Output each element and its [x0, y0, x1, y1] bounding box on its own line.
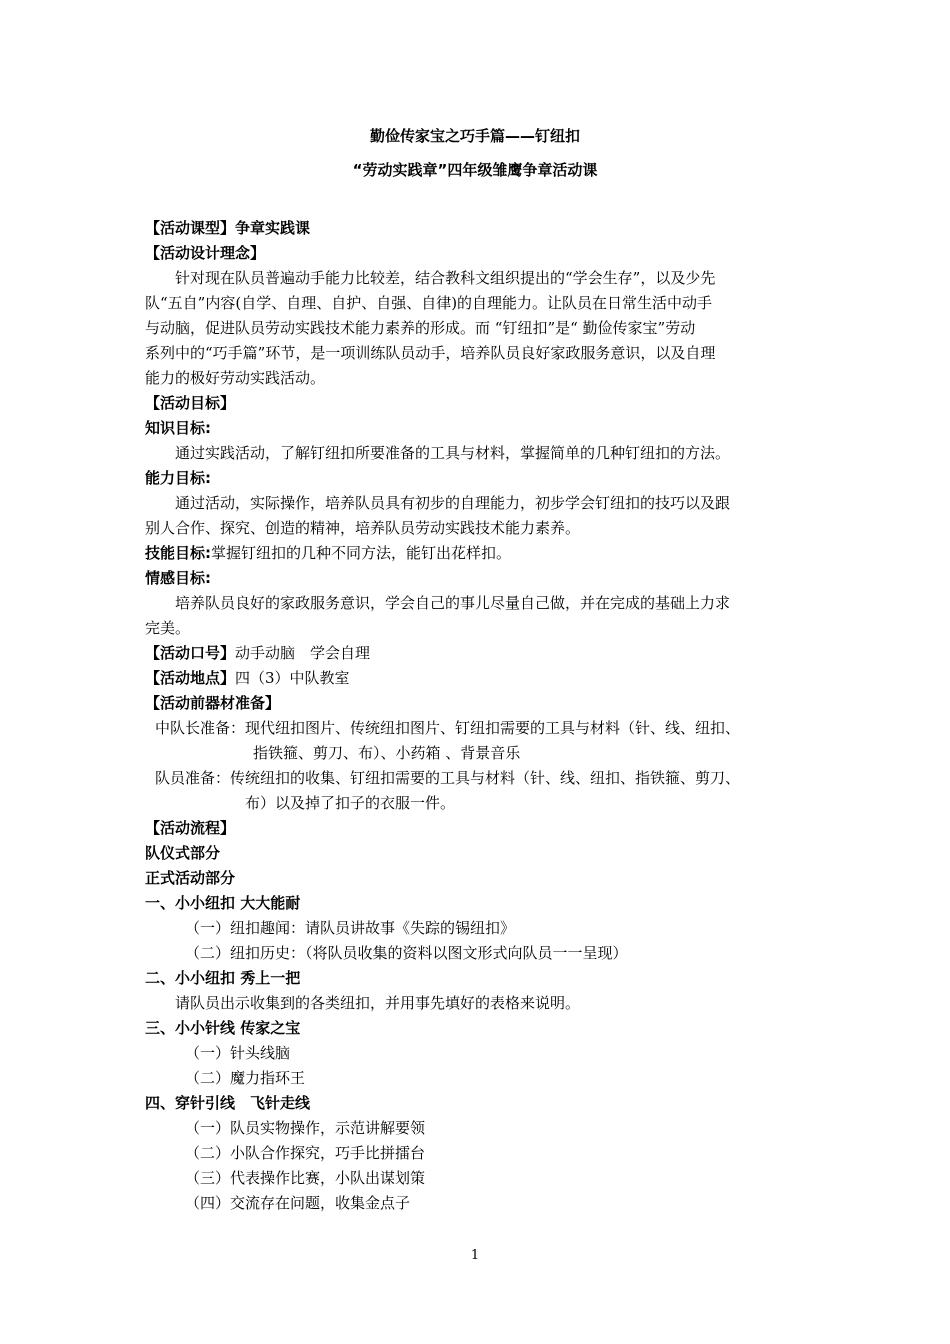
skill-label: 技能目标: — [145, 544, 211, 562]
activity-type-label: 【活动课型】 — [145, 219, 236, 237]
section-4-item: （二）小队合作探究，巧手比拼擂台 — [185, 1144, 426, 1162]
place-label: 【活动地点】 — [145, 669, 236, 687]
activity-type-value: 争章实践课 — [235, 219, 311, 237]
ability-heading: 能力目标: — [145, 469, 211, 487]
activity-type-line — [145, 218, 825, 238]
skill-text: 掌握钉纽扣的几种不同方法，能钉出花样扣。 — [211, 544, 512, 562]
ability-line: 通过活动，实际操作，培养队员具有初步的自理能力，初步学会钉纽扣的技巧以及跟 — [175, 494, 731, 512]
section-3-item: （二）魔力指环王 — [185, 1069, 306, 1087]
flow-heading: 【活动流程】 — [145, 819, 236, 837]
section-1-item: （一）纽扣趣闻：请队员讲故事《失踪的锡纽扣》 — [185, 919, 516, 937]
place-line — [145, 668, 825, 688]
section-1-title: 一、小小纽扣 大大能耐 — [145, 894, 301, 912]
skill-line — [145, 543, 825, 563]
section-4-title: 四、穿针引线 飞针走线 — [145, 1094, 311, 1112]
slogan-value: 动手动脑 学会自理 — [235, 644, 371, 662]
concept-heading: 【活动设计理念】 — [145, 244, 266, 262]
leader-prep-line: 中队长准备：现代纽扣图片、传统纽扣图片、钉纽扣需要的工具与材料（针、线、纽扣、 — [155, 719, 741, 737]
concept-line: 能力的极好劳动实践活动。 — [145, 369, 326, 387]
knowledge-text: 通过实践活动，了解钉纽扣所要准备的工具与材料，掌握简单的几种钉纽扣的方法。 — [175, 444, 731, 462]
concept-line: 针对现在队员普遍动手能力比较差，结合教科文组织提出的“学会生存”，以及少先 — [175, 269, 716, 287]
section-3-title: 三、小小针线 传家之宝 — [145, 1019, 301, 1037]
document-title: 勤俭传家宝之巧手篇——钉纽扣 — [369, 127, 580, 145]
leader-prep-line: 指铁箍、剪刀、布）、小药箱 、背景音乐 — [253, 744, 521, 762]
knowledge-heading: 知识目标: — [145, 419, 211, 437]
formal-heading: 正式活动部分 — [145, 869, 236, 887]
ability-line: 别人合作、探究、创造的精神，培养队员劳动实践技术能力素养。 — [145, 519, 581, 537]
slogan-line — [145, 643, 825, 663]
section-2-text: 请队员出示收集到的各类纽扣，并用事先填好的表格来说明。 — [175, 994, 581, 1012]
page-number: 1 — [470, 1248, 480, 1263]
slogan-label: 【活动口号】 — [145, 644, 236, 662]
section-1-item: （二）纽扣历史：（将队员收集的资料以图文形式向队员一一呈现） — [185, 944, 628, 962]
prep-heading: 【活动前器材准备】 — [145, 694, 281, 712]
place-value: 四（3）中队教室 — [235, 669, 350, 687]
concept-line: 队“五自”内容(自学、自理、自护、自强、自律)的自理能力。让队员在日常生活中动手 — [145, 294, 713, 312]
member-prep-line: 队员准备：传统纽扣的收集、钉纽扣需要的工具与材料（针、线、纽扣、指铁箍、剪刀、 — [155, 769, 741, 787]
section-4-item: （三）代表操作比赛，小队出谋划策 — [185, 1169, 426, 1187]
concept-line: 与动脑，促进队员劳动实践技术能力素养的形成。而 “钉纽扣”是“ 勤俭传家宝”劳动 — [145, 319, 696, 337]
member-prep-line: 布）以及掉了扣子的衣服一件。 — [245, 794, 456, 812]
section-4-item: （一）队员实物操作，示范讲解要领 — [185, 1119, 426, 1137]
emotion-line: 完美。 — [145, 619, 191, 637]
section-4-item: （四）交流存在问题，收集金点子 — [185, 1194, 411, 1212]
section-2-title: 二、小小纽扣 秀上一把 — [145, 969, 301, 987]
concept-line: 系列中的“巧手篇”环节，是一项训练队员动手，培养队员良好家政服务意识，以及自理 — [145, 344, 716, 362]
emotion-heading: 情感目标: — [145, 569, 211, 587]
ceremony-heading: 队仪式部分 — [145, 844, 221, 862]
section-3-item: （一）针头线脑 — [185, 1044, 291, 1062]
goal-heading: 【活动目标】 — [145, 394, 236, 412]
emotion-line: 培养队员良好的家政服务意识，学会自己的事儿尽量自己做，并在完成的基础上力求 — [175, 594, 731, 612]
document-subtitle: “劳动实践章”四年级雏鹰争章活动课 — [352, 161, 598, 179]
